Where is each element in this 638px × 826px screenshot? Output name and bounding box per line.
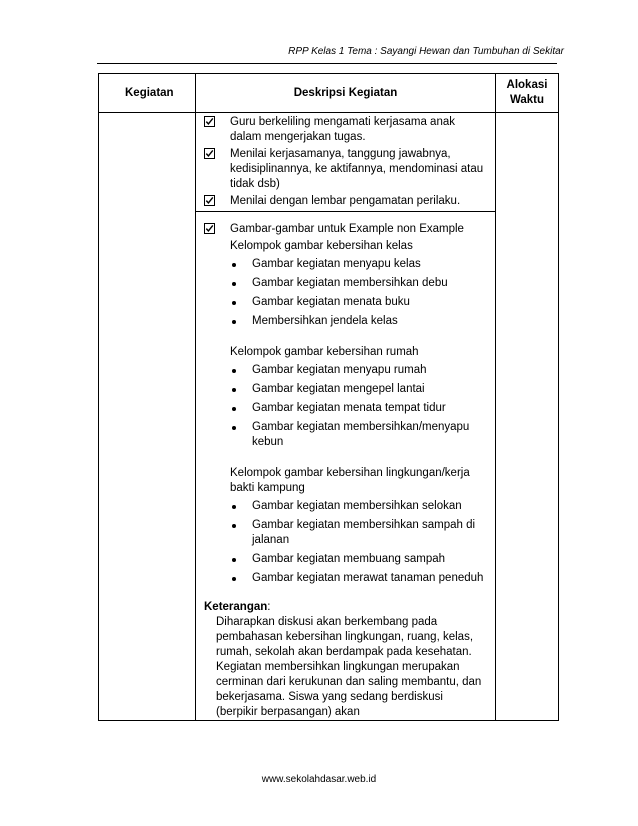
list-item <box>204 382 487 397</box>
list-item <box>204 571 487 586</box>
table-row <box>99 113 559 721</box>
keterangan-section: Keterangan: Diharapkan diskusi akan berkembang pada pembahasan kebersihan lingkungan, ruang, kelas, rumah, sekolah akan berdampak pada kesehatan. Kegiatan membersihkan lingkungan merupakan cerminan dari kerukunan dan saling membantu, dan bekerjasama. Siswa yang sedang berdiskusi (berpikir berpasangan) akan <box>204 600 487 720</box>
list-item-text: Gambar kegiatan membuang sampah <box>252 553 446 565</box>
keterangan-label: Keterangan <box>204 601 268 613</box>
list-item-text: Gambar kegiatan mengepel lantai <box>252 383 425 395</box>
keterangan-text: Diharapkan diskusi akan berkembang pada pembahasan kebersihan lingkungan, ruang, kelas, rumah, sekolah akan berdampak pada kesehatan. Kegiatan membersihkan lingkungan merupakan cerminan dari kerukunan dan saling membantu, dan bekerjasama. Siswa yang sedang berdiskusi (berpikir berpasangan) akan <box>216 616 482 718</box>
checklist-item <box>204 115 487 145</box>
list-item-text: Gambar kegiatan menata tempat tidur <box>252 402 446 414</box>
checklist-item <box>204 147 487 192</box>
col-header-alokasi: Alokasi Waktu <box>496 74 559 113</box>
example-block <box>204 222 487 586</box>
alokasi-cell <box>496 113 559 721</box>
checklist-item-text: Guru berkeliling mengamati kerjasama anak dalam mengerjakan tugas. <box>230 116 455 143</box>
checkbox-checked-icon <box>204 194 230 209</box>
footer-url: www.sekolahdasar.web.id <box>261 774 377 785</box>
bullet-icon <box>230 314 252 329</box>
checklist-item-text: Menilai dengan lembar pengamatan perilaku. <box>230 195 461 207</box>
checkbox-checked-icon <box>204 222 230 237</box>
bullet-icon <box>230 401 252 416</box>
header-rule <box>97 63 557 64</box>
checklist-item-text: Gambar-gambar untuk Example non Example <box>230 223 464 235</box>
checklist-item-text: Menilai kerjasamanya, tanggung jawabnya, kedisiplinannya, ke aktifannya, mendominasi atau tidak dsb) <box>230 148 484 190</box>
bullet-icon <box>230 295 252 310</box>
list-item-text: Membersihkan jendela kelas <box>252 315 398 327</box>
list-item-text: Gambar kegiatan menyapu kelas <box>252 258 421 270</box>
list-item-text: Gambar kegiatan menata buku <box>252 296 410 308</box>
bullet-icon <box>230 276 252 291</box>
col-header-deskripsi: Deskripsi Kegiatan <box>196 74 496 113</box>
list-item <box>204 276 487 291</box>
list-item <box>204 314 487 329</box>
list-item-text: Gambar kegiatan membersihkan selokan <box>252 500 462 512</box>
checklist-item <box>204 194 487 209</box>
group-gap <box>204 333 487 345</box>
group-title: Kelompok gambar kebersihan kelas <box>230 240 413 252</box>
bullet-icon <box>230 257 252 272</box>
bullet-icon <box>230 363 252 378</box>
running-header: RPP Kelas 1 Tema : Sayangi Hewan dan Tumbuhan di Sekitar <box>288 46 564 57</box>
col-header-kegiatan: Kegiatan <box>99 74 196 113</box>
group-title: Kelompok gambar kebersihan lingkungan/kerja bakti kampung <box>230 467 470 494</box>
deskripsi-cell <box>196 113 496 721</box>
list-item <box>204 257 487 272</box>
bullet-icon <box>230 420 252 450</box>
bullet-icon <box>230 499 252 514</box>
list-item <box>204 295 487 310</box>
list-item <box>204 363 487 378</box>
list-item <box>204 401 487 416</box>
checklist-item <box>204 222 487 237</box>
list-item-text: Gambar kegiatan menyapu rumah <box>252 364 427 376</box>
list-item <box>204 420 487 450</box>
bullet-icon <box>230 518 252 548</box>
list-item-text: Gambar kegiatan merawat tanaman peneduh <box>252 572 484 584</box>
list-item-text: Gambar kegiatan membersihkan/menyapu kebun <box>252 421 470 448</box>
checkbox-checked-icon <box>204 147 230 192</box>
list-item-text: Gambar kegiatan membersihkan sampah di jalanan <box>252 519 476 546</box>
list-item <box>204 552 487 567</box>
activity-table <box>98 73 559 721</box>
kegiatan-cell <box>99 113 196 721</box>
checklist-block-1 <box>204 115 487 209</box>
bullet-icon <box>230 382 252 397</box>
list-item <box>204 499 487 514</box>
list-item <box>204 518 487 548</box>
group-title: Kelompok gambar kebersihan rumah <box>230 346 419 358</box>
checkbox-checked-icon <box>204 115 230 145</box>
bullet-icon <box>230 552 252 567</box>
table-header-row <box>99 74 559 113</box>
group-gap <box>204 454 487 466</box>
section-separator <box>196 211 495 222</box>
bullet-icon <box>230 571 252 586</box>
list-item-text: Gambar kegiatan membersihkan debu <box>252 277 448 289</box>
